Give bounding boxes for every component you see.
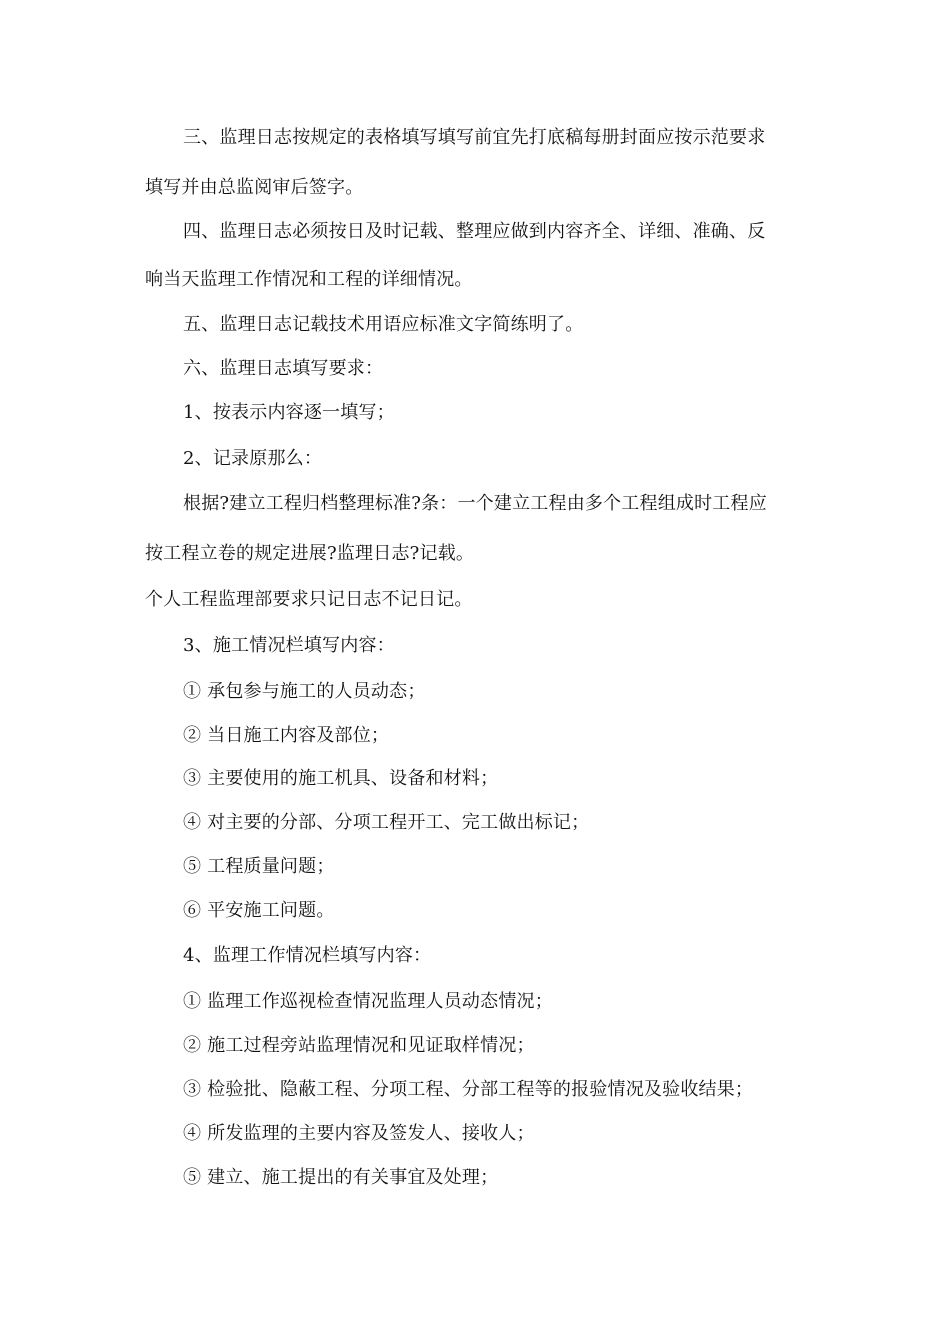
list-item: ⑤ 建立、施工提出的有关事宜及处理； — [183, 1167, 499, 1188]
list-item: ② 当日施工内容及部位； — [183, 725, 390, 746]
list-item: ③ 主要使用的施工机具、设备和材料； — [183, 768, 499, 789]
paragraph-line: 填写并由总监阅审后签字。 — [145, 177, 364, 198]
list-item: ① 承包参与施工的人员动态； — [183, 681, 426, 702]
paragraph-line: 四、监理日志必须按日及时记载、整理应做到内容齐全、详细、准确、反 — [183, 221, 766, 242]
list-item: ⑤ 工程质量问题； — [183, 856, 335, 877]
paragraph-line: 响当天监理工作情况和工程的详细情况。 — [145, 269, 473, 290]
list-item: ③ 检验批、隐蔽工程、分项工程、分部工程等的报验情况及验收结果； — [183, 1079, 754, 1100]
list-item: ⑥ 平安施工问题。 — [183, 900, 335, 921]
list-item: ① 监理工作巡视检查情况监理人员动态情况； — [183, 991, 553, 1012]
list-item: ④ 对主要的分部、分项工程开工、完工做出标记； — [183, 812, 590, 833]
paragraph-line: 三、监理日志按规定的表格填写填写前宜先打底稿每册封面应按示范要求 — [183, 127, 766, 148]
list-item: ④ 所发监理的主要内容及签发人、接收人； — [183, 1123, 535, 1144]
list-item: 2、记录原那么： — [183, 448, 323, 469]
list-item: ② 施工过程旁站监理情况和见证取样情况； — [183, 1035, 535, 1056]
paragraph-line: 根据?建立工程归档整理标准?条：一个建立工程由多个工程组成时工程应 — [183, 493, 767, 514]
list-item: 3、施工情况栏填写内容： — [183, 635, 395, 656]
paragraph-line: 个人工程监理部要求只记日志不记日记。 — [145, 589, 473, 610]
paragraph-line: 五、监理日志记载技术用语应标准文字简练明了。 — [183, 314, 584, 335]
section-heading: 六、监理日志填写要求： — [183, 358, 384, 379]
paragraph-line: 按工程立卷的规定进展?监理日志?记载。 — [145, 543, 475, 564]
list-item: 1、按表示内容逐一填写； — [183, 402, 395, 423]
list-item: 4、监理工作情况栏填写内容： — [183, 945, 432, 966]
